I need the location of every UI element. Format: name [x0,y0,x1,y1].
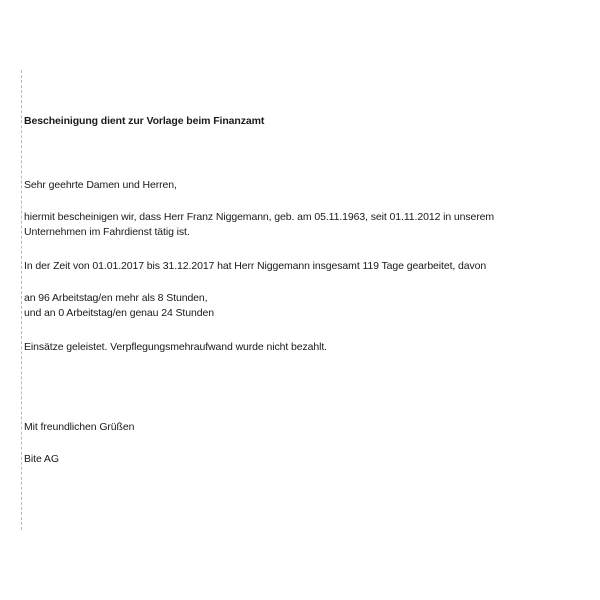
document-subject: Bescheinigung dient zur Vorlage beim Finanzamt [24,115,265,127]
signature-company: Bite AG [24,453,59,465]
paragraph-1-line-1: hiermit bescheinigen wir, dass Herr Franz Niggemann, geb. am 05.11.1963, seit 01.11.2012 in unserem [24,211,495,223]
paragraph-2: In der Zeit von 01.01.2017 bis 31.12.2017 hat Herr Niggemann insgesamt 119 Tage gearbeitet, davon [24,260,487,272]
page-margin-guide [21,70,22,530]
salutation: Sehr geehrte Damen und Herren, [24,179,177,191]
paragraph-1-line-2: Unternehmen im Fahrdienst tätig ist. [24,226,190,238]
paragraph-3-line-2: und an 0 Arbeitstag/en genau 24 Stunden [24,307,214,319]
closing-greeting: Mit freundlichen Grüßen [24,421,135,433]
paragraph-3-line-1: an 96 Arbeitstag/en mehr als 8 Stunden, [24,292,208,304]
paragraph-4: Einsätze geleistet. Verpflegungsmehraufwand wurde nicht bezahlt. [24,341,327,353]
